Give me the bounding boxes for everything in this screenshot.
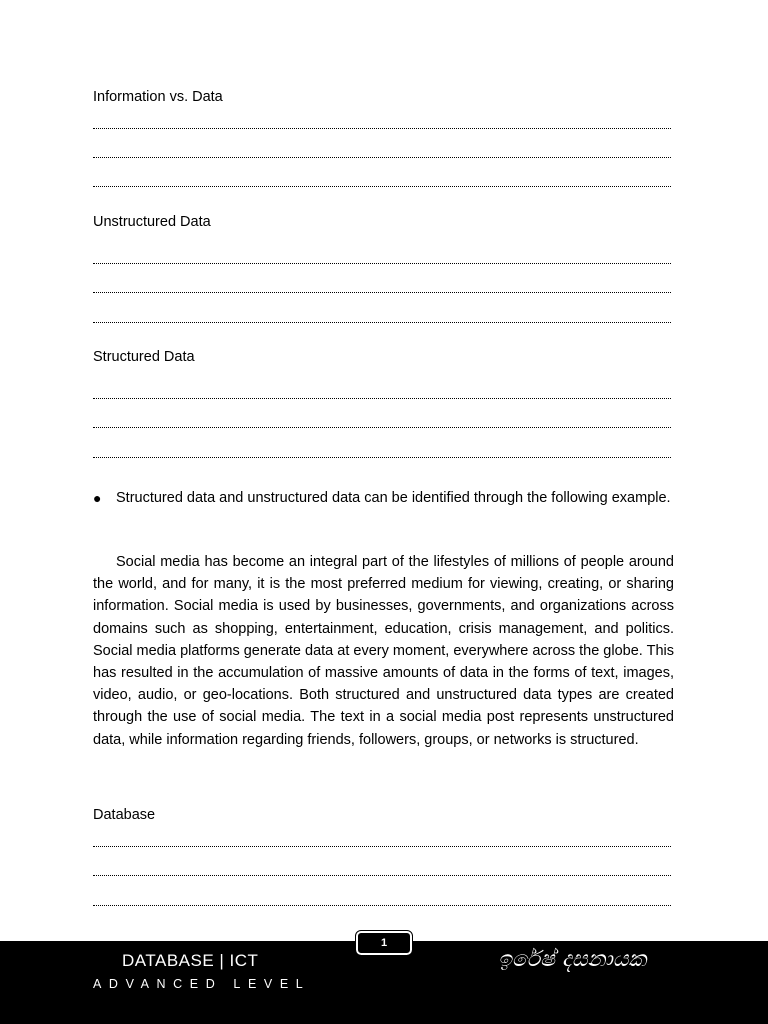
heading-unstructured-data: Unstructured Data	[93, 214, 211, 230]
heading-database: Database	[93, 807, 156, 823]
answer-line	[93, 905, 671, 906]
answer-line	[93, 292, 671, 293]
answer-line	[93, 263, 671, 264]
answer-line	[93, 427, 671, 428]
answer-line	[93, 398, 671, 399]
heading-structured-data: Structured Data	[93, 349, 195, 365]
body-paragraph: Social media has become an integral part of the lifestyles of millions of people around the world, and for many, it is the most preferred medium for viewing, creating, or sharing information. Social media is used by businesses, governments, and organizations across domains such as shopping, entertainment, education, crisis management, and politics. Social media platforms generate data at every moment, everywhere across the globe. This has resulted in the accumulation of massive amounts of data in the forms of text, images, video, audio, or geo-locations. Both structured and unstructured data types are created through the use of social media. The text in a social media post represents unstructured data, while information regarding friends, followers, groups, or networks is structured.	[93, 554, 674, 748]
answer-line	[93, 457, 671, 458]
answer-line	[93, 846, 671, 847]
bullet-text: Structured data and unstructured data can be identified through the following example.	[116, 490, 671, 506]
answer-line	[93, 157, 671, 158]
answer-line	[93, 128, 671, 129]
footer-title: DATABASE | ICT	[122, 951, 259, 970]
heading-information-vs-data: Information vs. Data	[93, 89, 223, 105]
answer-line	[93, 186, 671, 187]
footer-subtitle: ADVANCED LEVEL	[93, 977, 311, 991]
page-number-badge: 1	[356, 931, 412, 955]
bullet-icon: ●	[93, 490, 102, 506]
answer-line	[93, 322, 671, 323]
footer-author-name: ඉරේෂ් දසනායක	[498, 947, 647, 972]
answer-line	[93, 875, 671, 876]
